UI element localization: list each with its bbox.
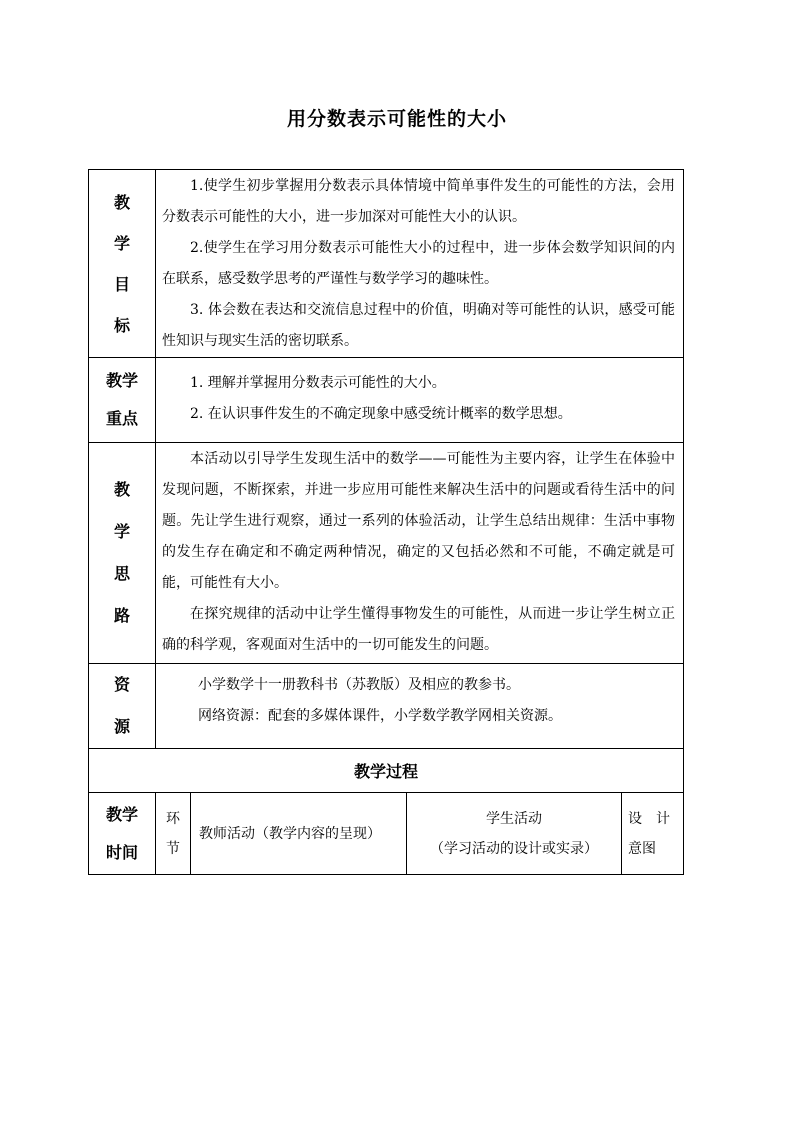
column-teacher: 教师活动（教学内容的呈现） [191, 793, 407, 875]
page-title: 用分数表示可能性的大小 [286, 108, 507, 130]
process-header: 教学过程 [89, 749, 684, 793]
column-student-line: 学生活动 [486, 810, 542, 827]
lesson-plan-table [88, 169, 684, 875]
goals-content [156, 170, 684, 358]
ideas-label-char: 路 [113, 606, 130, 625]
process-header-row [89, 749, 684, 793]
column-student [407, 793, 622, 875]
goals-paragraph: 2.使学生在学习用分数表示可能性大小的过程中，进一步体会数学知识间的内在联系，感受数学思考的严谨性与数学学习的趣味性。 [162, 240, 676, 287]
resources-row [89, 664, 684, 749]
key-points-paragraph: 2. 在认识事件发生的不确定现象中感受统计概率的数学思想。 [190, 406, 572, 422]
goals-paragraph: 1.使学生初步掌握用分数表示具体情境中简单事件发生的可能性的方法，会用分数表示可能性的大小，进一步加深对可能性大小的认识。 [162, 178, 676, 225]
key-points-content [156, 358, 684, 443]
goals-label-char: 教 [113, 192, 130, 212]
column-design [622, 793, 684, 875]
goals-label [89, 170, 156, 358]
column-design-line: 意图 [628, 840, 656, 857]
ideas-row [89, 443, 684, 664]
resources-content [156, 664, 684, 749]
key-points-row [89, 358, 684, 443]
goals-row [89, 170, 684, 358]
key-points-label [89, 358, 156, 443]
ideas-content [156, 443, 684, 664]
key-points-label-line: 重点 [105, 409, 138, 428]
column-step-line: 环 [166, 810, 180, 827]
goals-label-char: 标 [113, 315, 130, 335]
resources-label [89, 664, 156, 749]
ideas-label [89, 443, 156, 664]
column-time-line: 教学 [105, 804, 138, 824]
ideas-paragraph: 在探究规律的活动中让学生懂得事物发生的可能性，从而进一步让学生树立正确的科学观，客观面对生活中的一切可能发生的问题。 [162, 606, 676, 653]
goals-label-char: 目 [113, 274, 130, 294]
ideas-label-char: 思 [113, 564, 130, 583]
key-points-paragraph: 1. 理解并掌握用分数表示可能性的大小。 [190, 375, 446, 391]
column-student-line: （学习活动的设计或实录） [430, 840, 598, 857]
resources-paragraph: 小学数学十一册教科书（苏教版）及相应的教参书。 [198, 677, 520, 693]
resources-label-char: 资 [113, 675, 130, 694]
ideas-label-char: 教 [113, 480, 130, 499]
column-time-line: 时间 [105, 842, 138, 862]
goals-paragraph: 3. 体会数在表达和交流信息过程中的价值，明确对等可能性的认识，感受可能性知识与现实生活的密切联系。 [162, 302, 676, 349]
resources-paragraph: 网络资源：配套的多媒体课件，小学数学教学网相关资源。 [198, 708, 562, 724]
column-step [156, 793, 191, 875]
key-points-label-line: 教学 [105, 371, 138, 390]
ideas-label-char: 学 [113, 522, 130, 541]
column-time [89, 793, 156, 875]
column-header-row [89, 793, 684, 875]
goals-label-char: 学 [113, 233, 130, 253]
column-step-line: 节 [166, 840, 180, 857]
resources-label-char: 源 [113, 717, 130, 736]
column-design-line: 设 计 [628, 810, 670, 827]
ideas-paragraph: 本活动以引导学生发现生活中的数学——可能性为主要内容，让学生在体验中发现问题，不断探索，并进一步应用可能性来解决生活中的问题或看待生活中的问题。先让学生进行观察，通过一系列的体验活动，让学生总结出规律：生活中事物的发生存在确定和不确定两种情况，确定的又包括必然和不可能，不确定就是可能，可能性有大小。 [162, 451, 676, 591]
